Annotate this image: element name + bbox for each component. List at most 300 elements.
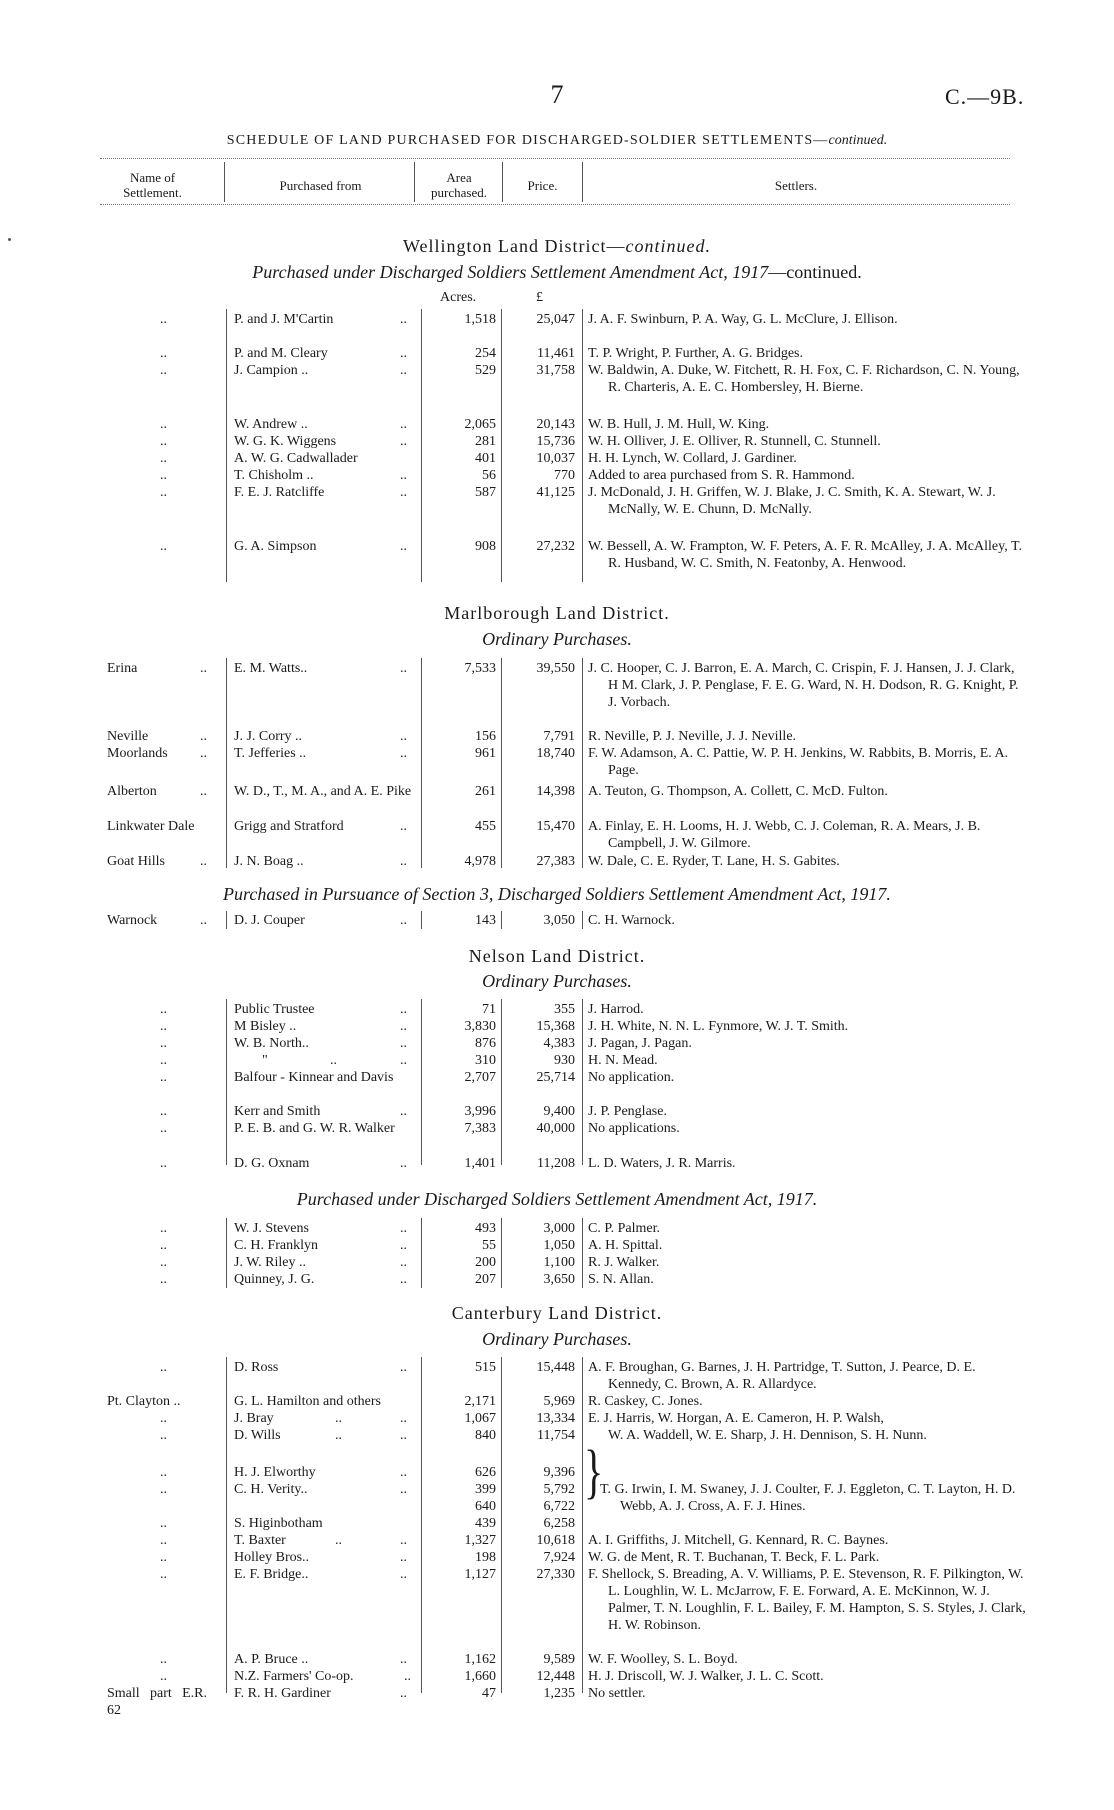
area-value: 7,383 (464, 1121, 496, 1136)
purchased-from: Kerr and Smith (234, 1104, 321, 1119)
price-value: 3,650 (543, 1272, 575, 1287)
settlers-value: R. Caskey, C. Jones. (588, 1394, 703, 1409)
settlers-value: J. Pagan, J. Pagan. (588, 1036, 692, 1051)
area-value: 143 (475, 913, 496, 928)
leader-dots: .. (400, 485, 407, 500)
column-separator (421, 658, 422, 868)
area-value: 4,978 (464, 854, 496, 869)
area-value: 47 (482, 1686, 496, 1701)
purchased-from: W. Andrew .. (234, 417, 308, 432)
purchased-from: J. Campion .. (234, 363, 309, 378)
ditto-dots: .. (160, 1550, 167, 1565)
leader-dots: .. (400, 312, 407, 327)
ditto-dots: .. (160, 1238, 167, 1253)
leader-dots: .. (400, 468, 407, 483)
ditto-dots: .. (160, 1255, 167, 1270)
price-value: 355 (554, 1002, 575, 1017)
settlers-value: J. P. Penglase. (588, 1104, 667, 1119)
area-value: 71 (482, 1002, 496, 1017)
col-area-l1: Area (446, 170, 472, 185)
settlers-value: H. J. Driscoll, W. J. Walker, J. L. C. Scott. (588, 1669, 824, 1684)
purchased-from: C. H. Franklyn (234, 1238, 318, 1253)
settlement-name: Warnock (107, 913, 158, 928)
area-value: 7,533 (464, 661, 496, 676)
leader-dots: .. (400, 1428, 407, 1443)
area-value: 640 (475, 1499, 496, 1514)
purchased-from: A. W. G. Cadwallader (234, 451, 358, 466)
leader-dots: .. (400, 1255, 407, 1270)
header-rule-top (100, 158, 1010, 159)
area-value: 56 (482, 468, 496, 483)
settlers-value: W. F. Woolley, S. L. Boyd. (588, 1652, 738, 1667)
price-value: 5,969 (543, 1394, 575, 1409)
marlborough-subheading: Ordinary Purchases. (482, 629, 632, 649)
settlers-value: H. H. Lynch, W. Collard, J. Gardiner. (588, 451, 797, 466)
leader-dots: .. (400, 746, 407, 761)
purchased-from: D. Ross (234, 1360, 279, 1375)
purchased-from: Holley Bros.. (234, 1550, 310, 1565)
area-value: 840 (475, 1428, 496, 1443)
ditto-dots: .. (200, 913, 207, 928)
ditto-dots: .. (160, 1002, 167, 1017)
purchased-from: W. B. North.. (234, 1036, 309, 1051)
purchased-from: T. Jefferies .. (234, 746, 307, 761)
settlement-name: Alberton (107, 784, 157, 799)
purchased-from: T. Chisholm .. (234, 468, 314, 483)
settlers-value: No settler. (588, 1686, 646, 1701)
ditto-dots: .. (160, 434, 167, 449)
leader-dots: .. (400, 913, 407, 928)
column-separator (501, 658, 502, 868)
column-header-area (418, 170, 500, 200)
settlement-name: Neville (107, 729, 149, 744)
wellington-heading-text: Wellington Land District— (402, 236, 626, 256)
price-value: 25,047 (536, 312, 575, 327)
leader-dots: .. (400, 1104, 407, 1119)
ditto-dots: .. (200, 729, 207, 744)
area-value: 281 (475, 434, 496, 449)
header-separator (224, 162, 225, 202)
column-header-settlers: Settlers. (774, 178, 818, 193)
header-separator (414, 162, 415, 202)
brace-icon: } (584, 1437, 604, 1505)
nelson-amendment-subheading: Purchased under Discharged Soldiers Settlement Amendment Act, 1917. (296, 1189, 818, 1209)
leader-dots: .. (330, 1053, 337, 1068)
purchased-from: J. W. Riley .. (234, 1255, 306, 1270)
leader-dots: .. (400, 346, 407, 361)
schedule-title-continued: continued. (828, 133, 888, 148)
price-value: 11,208 (537, 1156, 575, 1171)
purchased-from: D. J. Couper (234, 913, 305, 928)
leader-dots: .. (400, 1652, 407, 1667)
ditto-dots: .. (200, 661, 207, 676)
leader-dots: .. (400, 1360, 407, 1375)
settlement-name: Goat Hills (107, 854, 165, 869)
leader-dots: .. (400, 1036, 407, 1051)
ditto-dots: .. (160, 346, 167, 361)
area-value: 626 (475, 1465, 496, 1480)
area-value: 1,327 (464, 1533, 496, 1548)
column-separator (582, 1218, 583, 1288)
purchased-from: C. H. Verity.. (234, 1482, 308, 1497)
settlers-value: J. Harrod. (588, 1002, 644, 1017)
settlers-value: W. G. de Ment, R. T. Buchanan, T. Beck, F. L. Park. (588, 1550, 880, 1565)
page-number: 7 (550, 80, 564, 109)
purchased-from: A. P. Bruce .. (234, 1652, 309, 1667)
purchased-from: Balfour - Kinnear and Davis (234, 1070, 394, 1085)
column-separator (226, 309, 227, 582)
leader-dots: .. (400, 1411, 407, 1426)
area-value: 587 (475, 485, 496, 500)
purchased-from: J. J. Corry .. (234, 729, 303, 744)
header-rule-bottom (100, 204, 1010, 205)
ditto-dots: .. (160, 1070, 167, 1085)
area-value: 1,660 (464, 1669, 496, 1684)
price-value: 7,924 (543, 1550, 575, 1565)
settlers-value: No application. (588, 1070, 675, 1085)
area-value: 493 (475, 1221, 496, 1236)
column-separator (226, 658, 227, 868)
ditto-dots: .. (160, 1121, 167, 1136)
area-value: 401 (475, 451, 496, 466)
settlers-value: A. H. Spittal. (588, 1238, 663, 1253)
settlers-value: W. B. Hull, J. M. Hull, W. King. (588, 417, 770, 432)
ditto-dots: .. (160, 363, 167, 378)
column-separator (582, 911, 583, 929)
settlers-value: W. Dale, C. E. Ryder, T. Lane, H. S. Gabites. (588, 854, 840, 869)
ditto-dots: .. (160, 1156, 167, 1171)
purchased-from: D. G. Oxnam (234, 1156, 310, 1171)
price-value: 18,740 (536, 746, 575, 761)
price-value: 10,618 (536, 1533, 575, 1548)
area-value: 200 (475, 1255, 496, 1270)
ditto-dots: .. (160, 1669, 167, 1684)
canterbury-subheading: Ordinary Purchases. (482, 1329, 632, 1349)
ditto-dots: .. (160, 1465, 167, 1480)
settlers-value: A. F. Broughan, G. Barnes, J. H. Partridge, T. Sutton, J. Pearce, D. E. Kennedy, C. Brown, A. R. Allardyce. (588, 1360, 976, 1392)
purchased-from: W. D., T., M. A., and A. E. Pike (234, 784, 412, 799)
settlers-value: F. W. Adamson, A. C. Pattie, W. P. H. Jenkins, W. Rabbits, B. Morris, E. A. Page. (588, 746, 1009, 778)
leader-dots: .. (400, 1272, 407, 1287)
price-value: 39,550 (536, 661, 575, 676)
leader-dots: .. (400, 1567, 407, 1582)
ditto-dots: .. (160, 485, 167, 500)
area-value: 198 (475, 1550, 496, 1565)
area-value: 1,401 (464, 1156, 496, 1171)
purchased-from: Grigg and Stratford (234, 819, 344, 834)
nelson-heading: Nelson Land District. (468, 946, 646, 966)
purchased-from: E. F. Bridge.. (234, 1567, 309, 1582)
area-value: 529 (475, 363, 496, 378)
ditto-dots: .. (160, 1428, 167, 1443)
leader-dots: .. (400, 661, 407, 676)
purchased-from: P. and J. M'Cartin (234, 312, 334, 327)
purchased-from: Public Trustee (234, 1002, 315, 1017)
area-value: 908 (475, 539, 496, 554)
area-value: 261 (475, 784, 496, 799)
header-separator (582, 162, 583, 202)
settlers-value: J. McDonald, J. H. Griffen, W. J. Blake, J. C. Smith, K. A. Stewart, W. J. McNally, W. E. Chunn, D. McNally. (588, 485, 996, 517)
ditto-dots: .. (200, 746, 207, 761)
leader-dots: .. (400, 1002, 407, 1017)
ditto-dots: .. (160, 539, 167, 554)
settlement-name: Small part E.R. 62 (107, 1686, 207, 1718)
purchased-from: N.Z. Farmers' Co-op. (234, 1669, 354, 1684)
price-value: 3,000 (543, 1221, 575, 1236)
price-value: 930 (554, 1053, 575, 1068)
ditto-dots: .. (200, 784, 207, 799)
area-value: 1,127 (464, 1567, 496, 1582)
settlers-value: W. A. Waddell, W. E. Sharp, J. H. Dennison, S. H. Nunn. (608, 1428, 927, 1443)
wellington-heading-continued: continued. (625, 236, 711, 256)
purchased-from: W. G. K. Wiggens (234, 434, 337, 449)
area-value: 515 (475, 1360, 496, 1375)
wellington-sub-italic: Purchased under Discharged Soldiers Settlement Amendment Act, 1917 (252, 262, 769, 282)
column-separator (226, 999, 227, 1165)
column-header-from: Purchased from (279, 178, 362, 193)
column-separator (582, 1357, 583, 1693)
price-value: 13,334 (536, 1411, 575, 1426)
leader-dots: .. (400, 539, 407, 554)
settlers-value: W. H. Olliver, J. E. Olliver, R. Stunnell, C. Stunnell. (588, 434, 881, 449)
area-value: 2,171 (464, 1394, 496, 1409)
leader-dots: .. (400, 1238, 407, 1253)
leader-dots: .. (335, 1428, 342, 1443)
purchased-from: J. N. Boag .. (234, 854, 304, 869)
column-separator (582, 658, 583, 868)
area-value: 55 (482, 1238, 496, 1253)
price-value: 11,754 (537, 1428, 575, 1443)
area-value: 961 (475, 746, 496, 761)
price-value: 25,714 (536, 1070, 575, 1085)
area-value: 2,065 (464, 417, 496, 432)
price-value: 9,589 (543, 1652, 575, 1667)
price-value: 10,037 (536, 451, 575, 466)
column-header-price: Price. (527, 178, 558, 193)
ditto-mark: " (262, 1053, 268, 1068)
settlers-value: R. J. Walker. (588, 1255, 660, 1270)
units-pound: £ (536, 290, 543, 305)
settlers-value: R. Neville, P. J. Neville, J. J. Neville. (588, 729, 797, 744)
schedule-title (0, 133, 1114, 149)
purchased-from: F. R. H. Gardiner (234, 1686, 331, 1701)
purchased-from: P. and M. Cleary (234, 346, 328, 361)
leader-dots: .. (400, 1019, 407, 1034)
purchased-from: F. E. J. Ratcliffe (234, 485, 325, 500)
purchased-from: G. L. Hamilton and others (234, 1394, 381, 1409)
col-name-l1: Name of (129, 170, 176, 185)
area-value: 455 (475, 819, 496, 834)
ditto-dots: .. (160, 451, 167, 466)
price-value: 15,368 (536, 1019, 575, 1034)
leader-dots: .. (400, 417, 407, 432)
leader-dots: .. (400, 1482, 407, 1497)
settlers-value: A. Teuton, G. Thompson, A. Collett, C. McD. Fulton. (588, 784, 888, 799)
settlers-value: H. N. Mead. (588, 1053, 658, 1068)
wellington-subheading (0, 262, 1114, 283)
area-value: 1,518 (464, 312, 496, 327)
settlers-value: W. Bessell, A. W. Frampton, W. F. Peters, A. F. R. McAlley, J. A. McAlley, T. R. Husband, W. C. Smith, N. Featonby, A. Henwood. (588, 539, 1022, 571)
area-value: 439 (475, 1516, 496, 1531)
ditto-dots: .. (160, 1221, 167, 1236)
price-value: 15,736 (536, 434, 575, 449)
ditto-dots: .. (160, 1652, 167, 1667)
leader-dots: .. (400, 434, 407, 449)
area-value: 399 (475, 1482, 496, 1497)
price-value: 27,330 (536, 1567, 575, 1582)
price-value: 770 (554, 468, 575, 483)
ditto-dots: .. (160, 1036, 167, 1051)
ditto-dots: .. (160, 1360, 167, 1375)
price-value: 9,400 (543, 1104, 575, 1119)
leader-dots: .. (400, 819, 407, 834)
purchased-from: T. Baxter (234, 1533, 286, 1548)
purchased-from: W. J. Stevens (234, 1221, 309, 1236)
settlers-value: A. Finlay, E. H. Looms, H. J. Webb, C. J. Coleman, R. A. Mears, J. B. Campbell, J. W. Gilmore. (588, 819, 981, 851)
price-value: 14,398 (536, 784, 575, 799)
ditto-dots: .. (200, 854, 207, 869)
purchased-from: S. Higinbotham (234, 1516, 323, 1531)
area-value: 1,067 (464, 1411, 496, 1426)
wellington-heading (0, 236, 1114, 257)
purchased-from: Quinney, J. G. (234, 1272, 315, 1287)
purchased-from: G. A. Simpson (234, 539, 317, 554)
column-separator (226, 1357, 227, 1693)
price-value: 40,000 (536, 1121, 575, 1136)
purchased-from: M Bisley .. (234, 1019, 297, 1034)
price-value: 4,383 (543, 1036, 575, 1051)
column-separator (582, 309, 583, 582)
column-separator (226, 911, 227, 929)
price-value: 5,792 (543, 1482, 575, 1497)
settlement-name: Linkwater Dale (107, 819, 195, 834)
settlers-value: S. N. Allan. (588, 1272, 654, 1287)
settlers-value: C. P. Palmer. (588, 1221, 660, 1236)
nelson-subheading: Ordinary Purchases. (482, 971, 632, 991)
ditto-dots: .. (160, 468, 167, 483)
purchased-from: D. Wills (234, 1428, 281, 1443)
units-acres: Acres. (440, 290, 477, 305)
settlers-value: J. C. Hooper, C. J. Barron, E. A. March, C. Crispin, F. J. Hansen, J. J. Clark, H M. Clark, J. P. Penglase, F. E. G. Ward, N. H. Dodson, R. G. Knight, P. J. Vorbach. (588, 661, 1019, 710)
price-value: 41,125 (536, 485, 575, 500)
leader-dots: .. (400, 729, 407, 744)
price-value: 7,791 (543, 729, 575, 744)
leader-dots: .. (404, 1669, 411, 1684)
settlers-value: F. Shellock, S. Breading, A. V. Williams, P. E. Stevenson, R. F. Pilkington, W. L. Loughlin, W. L. McJarrow, F. E. Forward, A. E. McKinnon, W. J. Palmer, T. N. Loughlin, F. L. Bailey, F. M. Hampton, S. S. Styles, J. Clark, H. W. Robinson. (588, 1567, 1026, 1633)
settlement-name: Erina (107, 661, 138, 676)
price-value: 3,050 (543, 913, 575, 928)
ditto-dots: .. (160, 1053, 167, 1068)
ditto-dots: .. (160, 1567, 167, 1582)
purchased-from: P. E. B. and G. W. R. Walker (234, 1121, 395, 1136)
settlers-value: T. G. Irwin, I. M. Swaney, J. J. Coulter, F. J. Eggleton, C. T. Layton, H. D. Webb, A. J. Cross, A. F. J. Hines. (600, 1482, 1016, 1514)
price-value: 1,235 (543, 1686, 575, 1701)
price-value: 12,448 (536, 1669, 575, 1684)
leader-dots: .. (400, 1465, 407, 1480)
canterbury-heading: Canterbury Land District. (451, 1303, 663, 1323)
settlers-value: L. D. Waters, J. R. Marris. (588, 1156, 736, 1171)
ditto-dots: .. (160, 1104, 167, 1119)
marlborough-section3-subheading: Purchased in Pursuance of Section 3, Discharged Soldiers Settlement Amendment Act, 1917. (223, 884, 891, 904)
area-value: 3,996 (464, 1104, 496, 1119)
settlers-value: A. I. Griffiths, J. Mitchell, G. Kennard, R. C. Baynes. (588, 1533, 889, 1548)
area-value: 3,830 (464, 1019, 496, 1034)
ditto-dots: .. (160, 1516, 167, 1531)
leader-dots: .. (400, 1550, 407, 1565)
settlers-value: C. H. Warnock. (588, 913, 675, 928)
area-value: 876 (475, 1036, 496, 1051)
price-value: 15,470 (536, 819, 575, 834)
settlers-value: J. A. F. Swinburn, P. A. Way, G. L. McClure, J. Ellison. (588, 312, 898, 327)
ditto-dots: .. (160, 417, 167, 432)
schedule-title-main: SCHEDULE OF LAND PURCHASED FOR DISCHARGED-SOLDIER SETTLEMENTS— (226, 133, 829, 148)
area-value: 207 (475, 1272, 496, 1287)
ditto-dots: .. (160, 1019, 167, 1034)
price-value: 6,258 (543, 1516, 575, 1531)
column-separator (226, 1218, 227, 1288)
col-name-l2: Settlement. (123, 185, 182, 200)
price-value: 1,100 (543, 1255, 575, 1270)
price-value: 6,722 (543, 1499, 575, 1514)
ditto-dots: .. (160, 1533, 167, 1548)
marlborough-heading: Marlborough Land District. (444, 603, 670, 623)
area-value: 310 (475, 1053, 496, 1068)
ditto-dots: .. (160, 1482, 167, 1497)
price-value: 27,383 (536, 854, 575, 869)
area-value: 1,162 (464, 1652, 496, 1667)
leader-dots: .. (400, 1156, 407, 1171)
price-value: 31,758 (536, 363, 575, 378)
price-value: 15,448 (536, 1360, 575, 1375)
ditto-dots: .. (160, 1272, 167, 1287)
leader-dots: .. (400, 1533, 407, 1548)
settlers-value: J. H. White, N. N. L. Fynmore, W. J. T. Smith. (588, 1019, 849, 1034)
column-separator (582, 999, 583, 1165)
settlers-value: Added to area purchased from S. R. Hammond. (588, 468, 855, 483)
price-value: 9,396 (543, 1465, 575, 1480)
settlers-value: E. J. Harris, W. Horgan, A. E. Cameron, H. P. Walsh, (588, 1411, 884, 1426)
settlers-value: T. P. Wright, P. Further, A. G. Bridges. (588, 346, 803, 361)
leader-dots: .. (400, 854, 407, 869)
leader-dots: .. (400, 1686, 407, 1701)
settlement-name: Moorlands (107, 746, 168, 761)
price-value: 27,232 (536, 539, 575, 554)
leader-dots: .. (400, 1221, 407, 1236)
wellington-sub-continued: —continued. (768, 262, 862, 282)
ditto-dots: .. (160, 1411, 167, 1426)
column-header-name (100, 170, 205, 200)
price-value: 1,050 (543, 1238, 575, 1253)
paper-code: C.—9B. (945, 84, 1025, 109)
area-value: 254 (475, 346, 496, 361)
purchased-from: E. M. Watts.. (234, 661, 308, 676)
leader-dots: .. (335, 1533, 342, 1548)
area-value: 156 (475, 729, 496, 744)
price-value: 20,143 (536, 417, 575, 432)
settlers-value: No applications. (588, 1121, 680, 1136)
area-value: 2,707 (464, 1070, 496, 1085)
leader-dots: .. (335, 1411, 342, 1426)
purchased-from: H. J. Elworthy (234, 1465, 316, 1480)
price-value: 11,461 (537, 346, 575, 361)
col-area-l2: purchased. (431, 185, 487, 200)
purchased-from: J. Bray (234, 1411, 274, 1426)
header-separator (502, 162, 503, 202)
settlement-name: Pt. Clayton .. (107, 1394, 181, 1409)
leader-dots: .. (400, 1053, 407, 1068)
leader-dots: .. (400, 363, 407, 378)
ditto-dots: .. (160, 312, 167, 327)
